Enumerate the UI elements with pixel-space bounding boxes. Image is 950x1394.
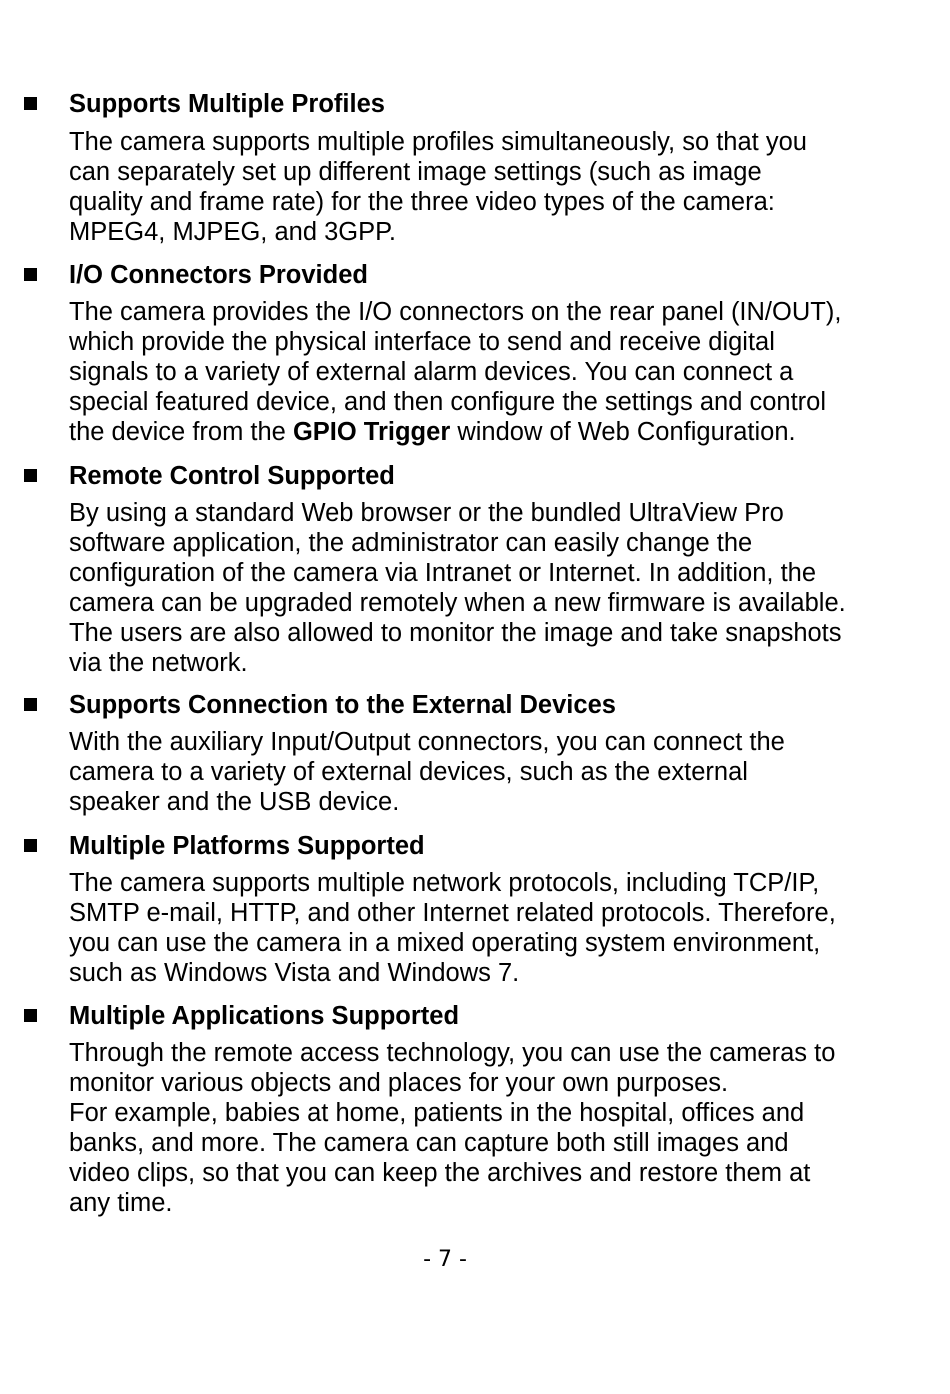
body-text-line: software application, the administrator can easily change the — [69, 529, 753, 557]
body-text-fragment: the device from the — [69, 418, 293, 446]
body-text-line: camera to a variety of external devices, such as the external — [69, 758, 748, 786]
square-bullet-icon — [24, 698, 37, 711]
body-text-line: The camera provides the I/O connectors on the rear panel (IN/OUT), — [69, 298, 842, 326]
body-text-line: banks, and more. The camera can capture both still images and — [69, 1129, 789, 1157]
body-text-line-with-ref — [69, 417, 796, 447]
square-bullet-icon — [24, 1009, 37, 1022]
body-text-line: you can use the camera in a mixed operating system environment, — [69, 929, 821, 957]
body-text-line: can separately set up different image settings (such as image — [69, 158, 762, 186]
section-heading: I/O Connectors Provided — [69, 261, 368, 289]
body-text-line: The users are also allowed to monitor the image and take snapshots — [69, 619, 842, 647]
square-bullet-icon — [24, 268, 37, 281]
body-text-line: monitor various objects and places for your own purposes. — [69, 1069, 729, 1097]
body-text-line: special featured device, and then configure the settings and control — [69, 388, 826, 416]
square-bullet-icon — [24, 469, 37, 482]
body-text-line: With the auxiliary Input/Output connectors, you can connect the — [69, 728, 785, 756]
body-text-fragment: window of Web Configuration. — [450, 418, 796, 446]
section-heading: Supports Connection to the External Devices — [69, 691, 616, 719]
body-text-line: quality and frame rate) for the three video types of the camera: — [69, 188, 775, 216]
body-text-line: configuration of the camera via Intranet or Internet. In addition, the — [69, 559, 817, 587]
body-text-line: such as Windows Vista and Windows 7. — [69, 959, 520, 987]
body-text-line: Through the remote access technology, you can use the cameras to — [69, 1039, 836, 1067]
body-text-line: camera can be upgraded remotely when a new firmware is available. — [69, 589, 846, 617]
body-text-line: The camera supports multiple profiles simultaneously, so that you — [69, 128, 807, 156]
square-bullet-icon — [24, 839, 37, 852]
body-text-line: speaker and the USB device. — [69, 788, 400, 816]
body-text-line: video clips, so that you can keep the archives and restore them at — [69, 1159, 811, 1187]
body-text-line: signals to a variety of external alarm devices. You can connect a — [69, 358, 794, 386]
body-text-line: MPEG4, MJPEG, and 3GPP. — [69, 218, 396, 246]
gpio-trigger-reference: GPIO Trigger — [292, 418, 451, 446]
body-text-line: via the network. — [69, 649, 248, 677]
body-text-line: For example, babies at home, patients in the hospital, offices and — [69, 1099, 805, 1127]
body-text-line: SMTP e-mail, HTTP, and other Internet related protocols. Therefore, — [69, 899, 836, 927]
section-heading: Multiple Platforms Supported — [69, 832, 425, 860]
body-text-line: By using a standard Web browser or the bundled UltraView Pro — [69, 499, 784, 527]
page-number: - 7 - — [423, 1247, 467, 1272]
section-heading: Remote Control Supported — [69, 462, 395, 490]
body-text-line: The camera supports multiple network protocols, including TCP/IP, — [69, 869, 820, 897]
body-text-line: which provide the physical interface to send and receive digital — [69, 328, 775, 356]
square-bullet-icon — [24, 97, 37, 110]
section-heading: Multiple Applications Supported — [69, 1002, 460, 1030]
body-text-line: any time. — [69, 1189, 173, 1217]
section-heading: Supports Multiple Profiles — [69, 90, 385, 118]
